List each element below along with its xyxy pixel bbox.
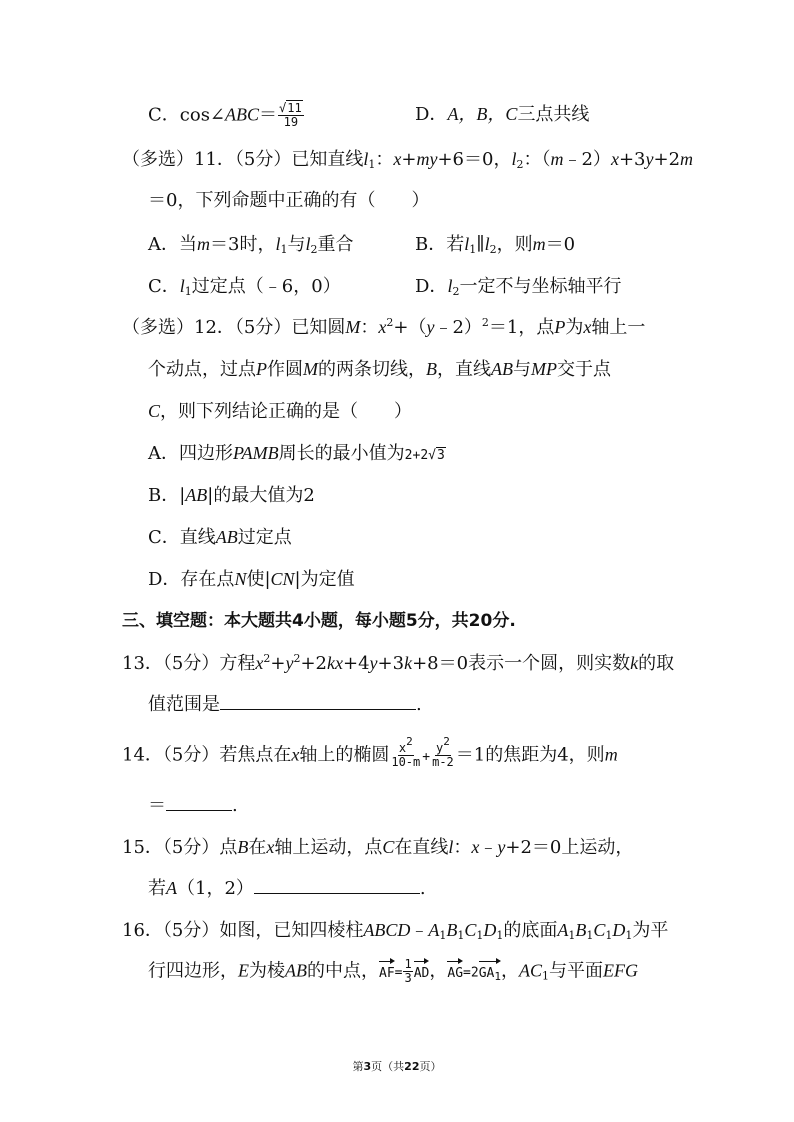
q11-option-d: D．$l_2$一定不与坐标轴平行 [415, 276, 622, 298]
q10-option-c: C．cos∠ABC＝ $\frac{√11}{19}$ [148, 101, 302, 129]
q12-stem-line1: （多选）12．（5分）已知圆M：$x^2+(y﹣2)^2=1$，点P为x轴上一 [122, 316, 646, 338]
vector-ga1: $GA_1$ [479, 962, 501, 986]
q11-option-c: C．$l_1$过定点（﹣6，0） [148, 276, 341, 298]
q13-stem-line2: 值范围是 . [148, 694, 422, 715]
q14-fraction-x: $\frac{x^2}{10-m}$ [391, 735, 421, 769]
vector-ag: AG [447, 962, 463, 986]
q16-fraction: $\frac{1}{3}$ [404, 957, 412, 985]
q14-stem-line1: 14．（5分）若焦点在x轴上的椭圆 $\frac{x^2}{10-m}$ + $\frac{y^2}{m-2}$ ＝1的焦距为4，则m [122, 735, 618, 769]
q11-option-a: A．当m＝3时，$l_1$与$l_2$重合 [148, 234, 354, 256]
q11-stem-line1: （多选）11．（5分）已知直线$l_1$：x+my+6＝0，$l_2$：（m﹣2）x+3y+2m [122, 149, 694, 171]
q12-stem-line2: 个动点，过点P作圆M的两条切线，B，直线AB与MP交于点 [148, 359, 611, 380]
q16-stem-line2: 行四边形，E为棱AB的中点，AF= $\frac{1}{3}$ AD，$AG=2GA_1$，$AC_1$与平面EFG [148, 957, 638, 985]
q15-answer-blank[interactable] [254, 877, 420, 894]
q13-stem-line1: 13．（5分）方程$x^2+y^2+2kx+4y+3k+8=0$表示一个圆，则实数k的取 [122, 652, 675, 674]
section-heading-fill-in: 三、填空题：本大题共4小题，每小题5分，共20分. [122, 611, 516, 631]
page-footer: 第3页（共22页） [352, 1060, 442, 1073]
q14-answer-blank[interactable] [166, 794, 232, 811]
q14-stem-line2: ＝ . [148, 795, 238, 816]
vector-ad: AD [414, 962, 430, 986]
q15-stem-line1: 15．（5分）点B在x轴上运动，点C在直线l：x﹣y+2＝0上运动， [122, 837, 634, 858]
q13-answer-blank[interactable] [220, 693, 416, 710]
q12-stem-line3: C，则下列结论正确的是（ ） [148, 401, 413, 422]
q12-option-c: C．直线AB过定点 [148, 527, 292, 548]
q11-stem-line2: ＝0，下列命题中正确的有（ ） [148, 190, 430, 211]
q11-option-b: B．若$l_1\parallel l_2$，则m＝0 [415, 234, 576, 256]
vector-af: AF [379, 962, 395, 986]
q12-option-a: A．四边形PAMB周长的最小值为2+2√3 [148, 443, 445, 464]
q15-stem-line2: 若A（1，2） . [148, 878, 426, 899]
q12-option-b: B．|AB|的最大值为2 [148, 485, 315, 506]
q14-fraction-y: $\frac{y^2}{m-2}$ [432, 735, 454, 769]
q10-option-d: D．A，B，C三点共线 [415, 104, 590, 125]
q10-fraction: $\frac{√11}{19}$ [279, 101, 302, 129]
q16-stem-line1: 16．（5分）如图，已知四棱柱$ABCD﹣A_1B_1C_1D_1$的底面$A_1B_1C_1D_1$为平 [122, 920, 669, 942]
q12-option-d: D．存在点N使|CN|为定值 [148, 569, 355, 590]
